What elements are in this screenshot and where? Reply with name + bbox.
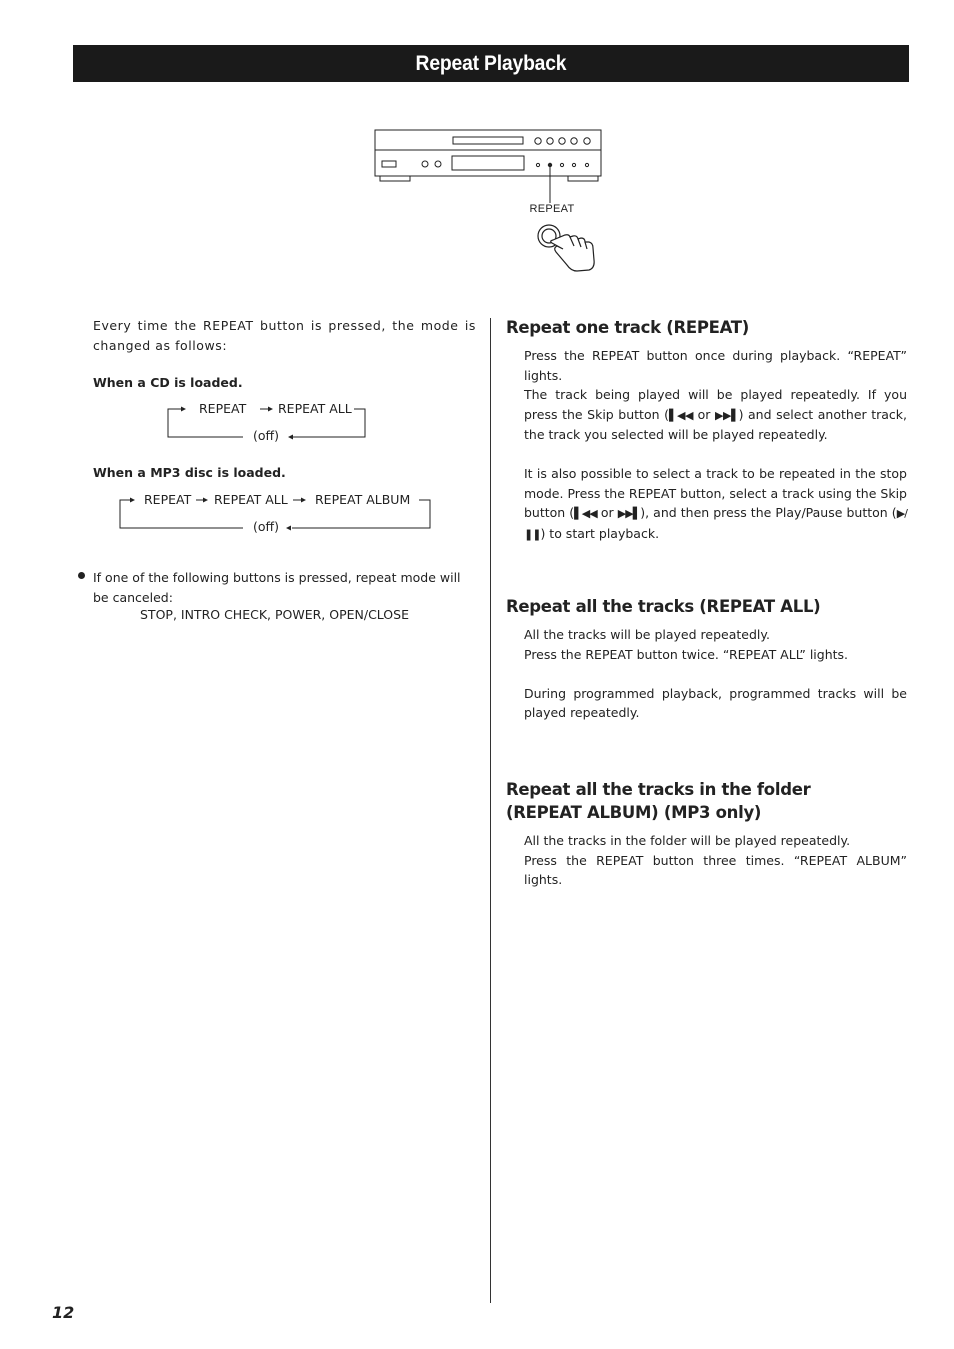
mp3-flow-off: (off) bbox=[253, 519, 280, 534]
page-number: 12 bbox=[52, 1303, 75, 1322]
skip-back-icon: ▌◀◀ bbox=[574, 507, 597, 520]
cd-flow-off: (off) bbox=[253, 428, 280, 443]
skip-forward-icon: ▶▶▌ bbox=[715, 408, 739, 422]
cd-flow-repeat: REPEAT bbox=[199, 401, 247, 416]
repeat-all-para-2: Press the REPEAT button twice. “REPEAT ALL” lights. bbox=[524, 646, 849, 662]
repeat-album-para-1: All the tracks in the folder will be played repeatedly. bbox=[524, 833, 851, 848]
cancel-buttons-list: STOP, INTRO CHECK, POWER, OPEN/CLOSE bbox=[140, 607, 409, 622]
cd-flow-repeat-all: REPEAT ALL bbox=[278, 401, 352, 416]
section-heading-repeat-album bbox=[506, 778, 810, 824]
repeat-button-label: REPEAT bbox=[529, 203, 575, 215]
repeat-button-marker bbox=[548, 163, 552, 167]
repeat-all-para-3: During programmed playback, programmed tracks will be played repeatedly. bbox=[524, 685, 907, 720]
page-title-bar bbox=[73, 45, 909, 82]
section-repeat-album-body bbox=[524, 831, 907, 890]
repeat-all-para-1: All the tracks will be played repeatedly. bbox=[524, 627, 770, 642]
repeat-para-2: The track being played will be played repeatedly. If you press the Skip button (▌◀◀ or ▶▶▌) and select another track, the track you selected will be played repeatedly. bbox=[524, 387, 907, 442]
skip-forward-icon: ▶▶▌ bbox=[617, 507, 641, 520]
pressing-hand-icon bbox=[538, 225, 594, 271]
mp3-flow-repeat-all: REPEAT ALL bbox=[214, 492, 288, 507]
cd-player-illustration bbox=[370, 125, 610, 275]
cd-loaded-label: When a CD is loaded. bbox=[93, 375, 243, 390]
mp3-flow-repeat: REPEAT bbox=[144, 492, 192, 507]
repeat-album-heading-line-2: (REPEAT ALBUM) (MP3 only) bbox=[506, 803, 762, 822]
bullet-icon bbox=[78, 572, 85, 579]
play-pause-icon: ▶/❚❚ bbox=[524, 507, 907, 541]
mp3-loaded-label: When a MP3 disc is loaded. bbox=[93, 465, 286, 480]
repeat-album-para-2: Press the REPEAT button three times. “REPEAT ALBUM” lights. bbox=[524, 852, 907, 887]
repeat-para-1: Press the REPEAT button once during playback. “REPEAT” lights. bbox=[524, 348, 907, 383]
skip-back-icon: ▌◀◀ bbox=[668, 408, 694, 422]
column-divider bbox=[490, 318, 491, 1303]
repeat-para-3: It is also possible to select a track to be repeated in the stop mode. Press the REPEAT button, select a track using the Skip button (▌◀◀ or ▶▶▌), and then press the Play/Pause button (▶/❚❚) to start playback. bbox=[524, 466, 907, 541]
repeat-album-heading-line-1: Repeat all the tracks in the folder bbox=[506, 780, 811, 799]
section-repeat-all-body bbox=[524, 625, 907, 723]
mp3-flow-repeat-album: REPEAT ALBUM bbox=[315, 492, 411, 507]
section-heading-repeat: Repeat one track (REPEAT) bbox=[506, 318, 750, 337]
section-heading-repeat-all: Repeat all the tracks (REPEAT ALL) bbox=[506, 597, 821, 616]
section-repeat-body bbox=[524, 346, 907, 544]
cancel-note: If one of the following buttons is pressed, repeat mode will be canceled: bbox=[93, 570, 461, 605]
intro-text: Every time the REPEAT button is pressed, the mode is changed as follows: bbox=[93, 318, 476, 353]
page-title: Repeat Playback bbox=[415, 51, 567, 75]
